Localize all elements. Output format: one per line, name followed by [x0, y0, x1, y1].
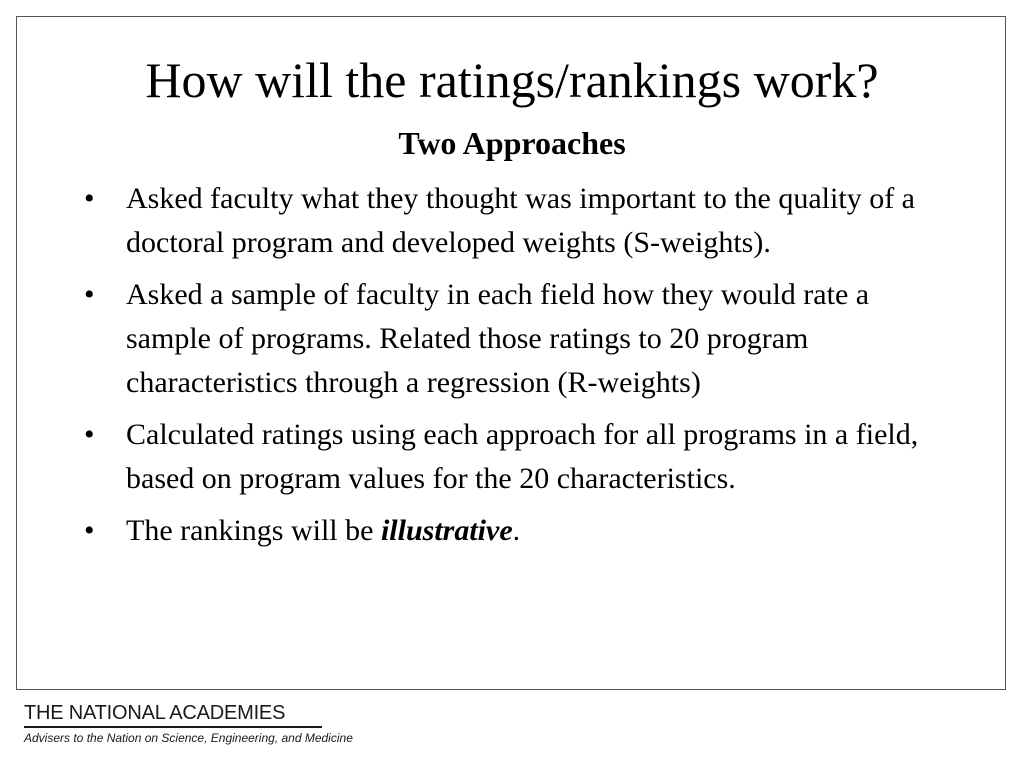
- bullet-icon: •: [84, 278, 95, 311]
- national-academies-logo: [24, 702, 353, 752]
- bullet-text: [126, 509, 944, 553]
- emphasis-text: illustrative: [380, 514, 513, 547]
- bullet-text-suffix: .: [512, 514, 521, 547]
- bullet-text-prefix: The rankings will be: [126, 514, 381, 547]
- logo-org-name: THE NATIONAL ACADEMIES: [24, 702, 286, 724]
- bullet-item: [84, 177, 944, 265]
- bullet-icon: •: [84, 514, 95, 547]
- logo-divider: [24, 726, 322, 728]
- slide-subtitle: Two Approaches: [398, 125, 626, 161]
- bullet-text: Calculated ratings using each approach for all programs in a field, based on program values for the 20 characteristics.: [126, 418, 919, 495]
- bullet-item: [84, 273, 944, 405]
- bullet-icon: •: [84, 418, 95, 451]
- bullet-list: [84, 177, 944, 561]
- bullet-item: [84, 509, 944, 553]
- bullet-item: [84, 413, 944, 501]
- slide-title: How will the ratings/rankings work?: [145, 52, 879, 108]
- bullet-text: Asked faculty what they thought was important to the quality of a doctoral program and developed weights (S-weights).: [126, 182, 915, 259]
- bullet-icon: •: [84, 182, 95, 215]
- bullet-text: Asked a sample of faculty in each field how they would rate a sample of programs. Related those ratings to 20 program characteristics through a regression (R-weights): [126, 278, 870, 399]
- logo-tagline: Advisers to the Nation on Science, Engineering, and Medicine: [24, 731, 353, 745]
